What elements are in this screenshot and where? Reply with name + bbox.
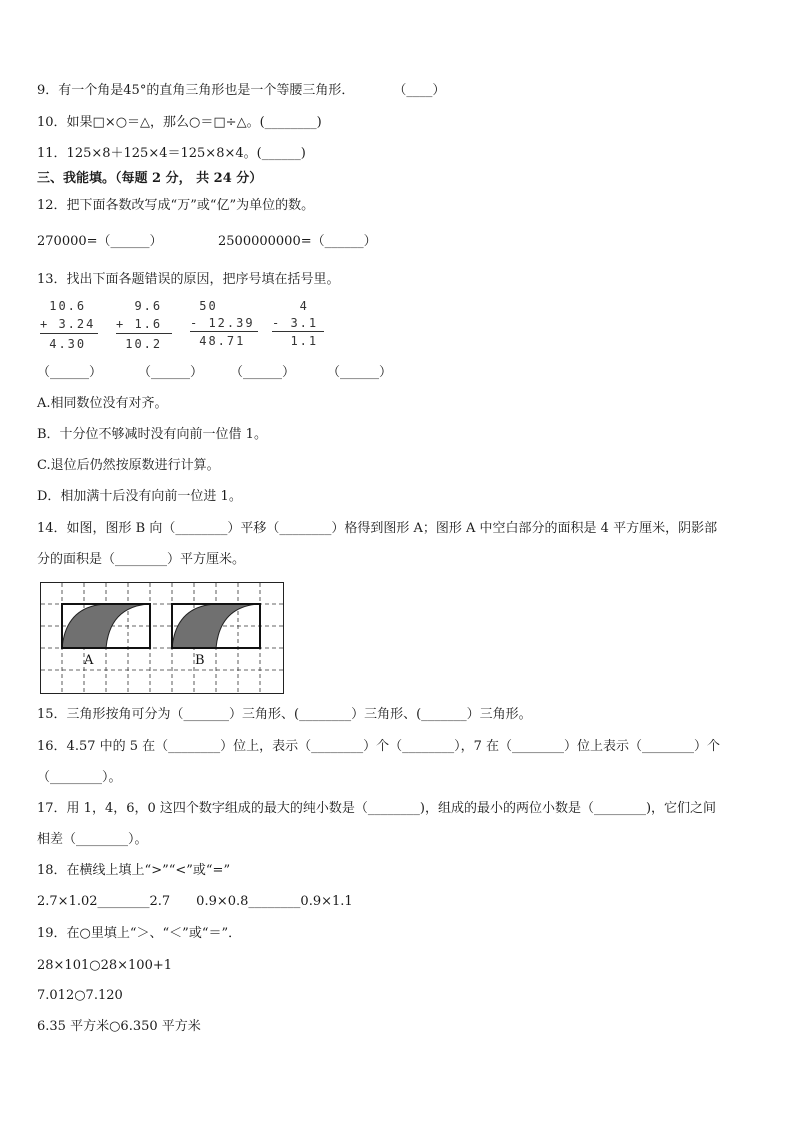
q13-blank-2[interactable]: （______）: [138, 365, 204, 380]
calc-1-top: 10.6: [40, 299, 87, 313]
option-b: B．十分位不够减时没有向前一位借 1。: [37, 427, 267, 442]
question-18-items: 2.7×1.02________2.7 0.9×0.8________0.9×1.1: [37, 894, 353, 909]
question-10: 10．如果□×○＝△，那么○＝□÷△。(________): [37, 115, 322, 130]
grid-figure: [40, 582, 284, 694]
q13-blank-1[interactable]: （______）: [37, 365, 103, 380]
calc-1-result: 4.30: [40, 337, 87, 351]
question-14-line-2: 分的面积是（________）平方厘米。: [37, 552, 246, 567]
question-12-b: 2500000000=（______）: [218, 234, 377, 249]
calc-4-result: 1.1: [272, 334, 319, 348]
question-19-item-3: 6.35 平方米○6.350 平方米: [37, 1019, 201, 1034]
calc-4-line: [272, 331, 324, 332]
question-16-line-1: 16．4.57 中的 5 在（________）位上，表示（________）个（________），7 在（________）位上表示（________）个: [37, 739, 721, 754]
calc-3-top: 50: [190, 299, 218, 313]
calc-2-result: 10.2: [116, 337, 163, 351]
question-15: 15．三角形按角可分为（_______）三角形、(________）三角形、(_______）三角形。: [37, 707, 532, 722]
calc-4-top: 4: [272, 299, 309, 313]
calc-2-line: [116, 333, 172, 334]
q13-blank-3[interactable]: （______）: [230, 365, 296, 380]
calc-2-operand: + 1.6: [116, 317, 163, 331]
calc-1-line: [40, 333, 98, 334]
question-19: 19．在○里填上“＞、“＜”或“＝”．: [37, 926, 242, 941]
question-18: 18．在横线上填上“>”“<”或“=”: [37, 863, 231, 878]
question-19-item-2: 7.012○7.120: [37, 988, 123, 1003]
figure-a-label: A: [84, 653, 94, 668]
calc-3-line: [190, 331, 258, 332]
question-17-line-2: 相差（________）。: [37, 832, 148, 847]
option-a: A.相同数位没有对齐。: [37, 396, 168, 411]
question-12: 12．把下面各数改写成“万”或“亿”为单位的数。: [37, 198, 315, 213]
calc-2-top: 9.6: [116, 299, 163, 313]
option-d: D．相加满十后没有向前一位进 1。: [37, 489, 242, 504]
question-9: 9．有一个角是45°的直角三角形也是一个等腰三角形． （____）: [37, 83, 446, 98]
figure-b-label: B: [195, 653, 205, 668]
question-12-a: 270000=（______）: [37, 234, 163, 249]
calc-4-operand: - 3.1: [272, 316, 319, 330]
question-17-line-1: 17．用 1，4，6，0 这四个数字组成的最大的纯小数是（________)，组成的最小的两位小数是（________)，它们之间: [37, 801, 717, 816]
calc-3-result: 48.71: [190, 334, 246, 348]
question-11: 11．125×8＋125×4＝125×8×4。(______): [37, 146, 306, 161]
question-14-line-1: 14．如图，图形 B 向（________）平移（________）格得到图形 A；图形 A 中空白部分的面积是 4 平方厘米，阴影部: [37, 521, 718, 536]
calc-1-operand: + 3.24: [40, 317, 96, 331]
option-c: C.退位后仍然按原数进行计算。: [37, 458, 220, 473]
section-3-heading: 三、我能填。（每题 2 分， 共 24 分）: [37, 171, 263, 186]
question-19-item-1: 28×101○28×100+1: [37, 958, 173, 973]
question-16-line-2: （________）。: [37, 770, 122, 785]
calc-3-operand: - 12.39: [190, 316, 255, 330]
question-13: 13．找出下面各题错误的原因，把序号填在括号里。: [37, 272, 340, 287]
q13-blank-4[interactable]: （______）: [327, 365, 393, 380]
